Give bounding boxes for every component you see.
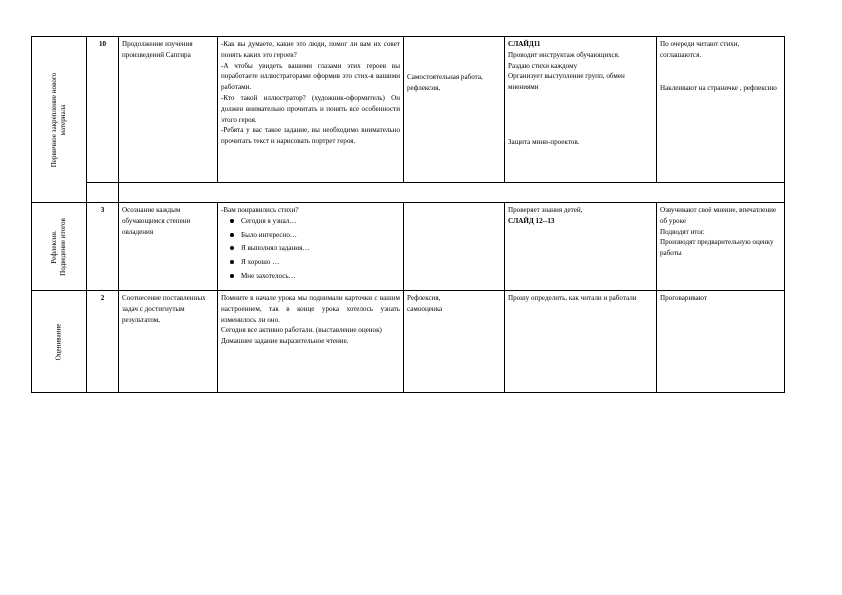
row-number: 2	[87, 291, 119, 393]
table-row-spacer	[32, 183, 785, 203]
stage-label: Рефлексия. Подведение итогов	[50, 217, 67, 276]
row-number: 3	[87, 203, 119, 291]
stage-label: Первичное закрепление нового материала	[50, 72, 67, 167]
row-number: 10	[87, 37, 119, 183]
reflection-list	[221, 216, 400, 282]
content-cell: Соотнесение поставленных задач с достигнутым результатом,	[119, 291, 218, 393]
content-cell: Продолжение изучения произведений Сапгира	[119, 37, 218, 183]
students-activity: Озвучивают своё мнение, впечатление об уроке Подводят итог. Производят предварительную оценку работы	[657, 203, 785, 291]
table-row	[32, 291, 785, 393]
list-item: Было интересно…	[221, 230, 400, 241]
teacher-activity: -Как вы думаете, какие это люди, помог ли вам их совет понять каких это героев? -А чтобы увидеть вашими глазами этих героев вы поработаете иллюстраторами оформив это стих-я вашими работами. -Кто такой иллюстратор? (художник-оформитель) Он должен внимательно прочитать и понять все особенности этого героя. -Ребята у вас такое задание, вы необходимо внимательно прочитать текст и нарисовать портрет героя.	[218, 37, 404, 183]
table-row	[32, 37, 785, 183]
methods-cell: Проверяет знания детей, СЛАЙД 12--13	[505, 203, 657, 291]
empty-cell	[87, 183, 119, 203]
list-item: Мне захотелось…	[221, 271, 400, 282]
empty-cell	[119, 183, 785, 203]
list-item: Я хорошо …	[221, 257, 400, 268]
teacher-activity: Помните в начале урока мы поднимали карточки с вашим настроением, так в конце урока хотелось узнать изменилось ли оно. Сегодня все активно работали. (выставление оценок) Домашнее задание выразительное чтение.	[218, 291, 404, 393]
form-cell	[404, 203, 505, 291]
stage-cell	[32, 37, 87, 203]
methods-cell: СЛАЙД11 Проводит инструктаж обучающихся. Раздаю стихи каждому Организует выступление групп, обмен мнениями Защита мини-проектов.	[505, 37, 657, 183]
list-item: Я выполнял задания…	[221, 243, 400, 254]
stage-cell	[32, 203, 87, 291]
students-activity: Проговаривают	[657, 291, 785, 393]
form-cell: Рефлексия, самооценка	[404, 291, 505, 393]
form-cell: Самостоятельная работа, рефлексия,	[404, 37, 505, 183]
students-activity: По очереди читают стихи, соглашаются. Наклеивают на страничке , рефлексию	[657, 37, 785, 183]
content-cell: Осознание каждым обучающимся степени овладения	[119, 203, 218, 291]
methods-cell: Прошу определить, как читали и работали	[505, 291, 657, 393]
stage-label: Оценивание	[54, 323, 63, 360]
stage-cell	[32, 291, 87, 393]
lesson-plan-table	[31, 36, 785, 393]
table-row	[32, 203, 785, 291]
list-item: Сегодня я узнал…	[221, 216, 400, 227]
teacher-activity: -Вам понравились стихи? Сегодня я узнал… Было интересно… Я выполнял задания… Я хорошо … Мне захотелось…	[218, 203, 404, 291]
